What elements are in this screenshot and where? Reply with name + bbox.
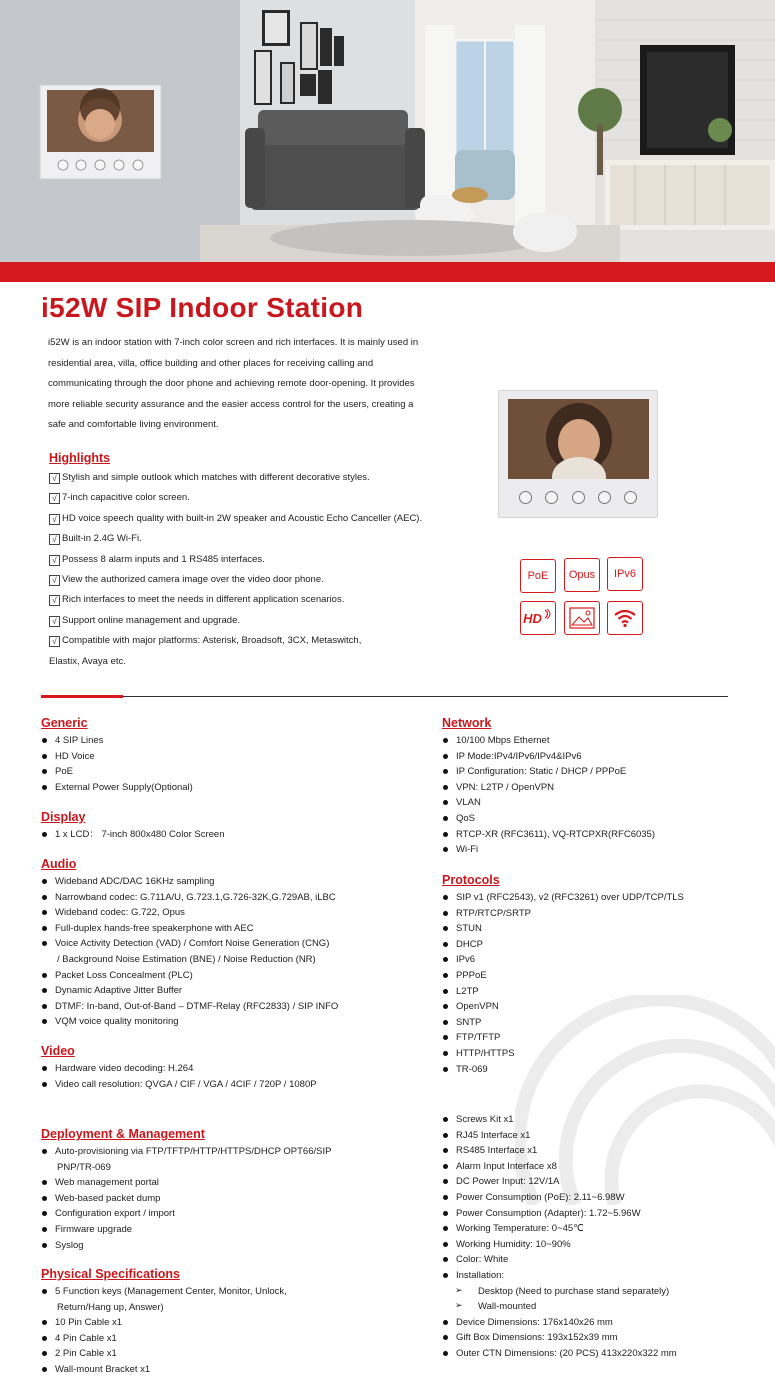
list-item: Video call resolution: QVGA / CIF / VGA / 4CIF / 720P / 1080P [41,1077,421,1093]
list-item: RJ45 Interface x1 [442,1128,762,1144]
list-item: Hardware video decoding: H.264 [41,1061,421,1077]
list-item: Device Dimensions: 176x140x26 mm [442,1315,762,1331]
highlight-item: √ 7-inch capacitive color screen. [49,488,439,508]
list-item: VQM voice quality monitoring [41,1014,421,1030]
highlight-item: √ Stylish and simple outlook which matches with different decorative styles. [49,468,439,488]
checkbox-icon: √ [49,534,60,545]
checkbox-icon: √ [49,616,60,627]
list-item: RTP/RTCP/SRTP [442,906,762,922]
device-function-keys [519,491,637,504]
highlights-heading: Highlights [49,451,111,465]
list-item: Outer CTN Dimensions: (20 PCS) 413x220x322 mm [442,1346,762,1362]
audio-section [41,856,421,1030]
list-item: Power Consumption (Adapter): 1.72~5.96W [442,1206,762,1222]
hero-banner-image [0,0,775,262]
checkbox-icon: √ [49,493,60,504]
list-item: Alarm Input Interface x8 [442,1159,762,1175]
list-item: PoE [41,764,421,780]
network-section [442,715,762,858]
highlights-list [49,468,439,672]
highlight-item-continuation: Elastix, Avaya etc. [49,655,126,667]
list-item-continuation: Return/Hang up, Answer) [57,1301,164,1313]
list-item: Web-based packet dump [41,1191,421,1207]
list-item: Working Humidity: 10~90% [442,1237,762,1253]
list-item: Voice Activity Detection (VAD) / Comfort Noise Generation (CNG) [41,936,421,952]
list-item: IPv6 [442,952,762,968]
list-item: Auto-provisioning via FTP/TFTP/HTTP/HTTPS/DHCP OPT66/SIP [41,1144,421,1160]
audio-heading: Audio [41,857,77,871]
list-item: QoS [442,811,762,827]
generic-heading: Generic [41,716,88,730]
list-item: 2 Pin Cable x1 [41,1346,421,1362]
list-item: Working Temperature: 0~45℃ [442,1221,762,1237]
list-item: Firmware upgrade [41,1222,421,1238]
list-item: IP Configuration: Static / DHCP / PPPoE [442,764,762,780]
list-item: Dynamic Adaptive Jitter Buffer [41,983,421,999]
list-item: 10 Pin Cable x1 [41,1315,421,1331]
list-item: DTMF: In-band, Out-of-Band – DTMF-Relay (RFC2833) / SIP INFO [41,999,421,1015]
list-item: Narrowband codec: G.711A/U, G.723.1,G.726-32K,G.729AB, iLBC [41,890,421,906]
list-item: Gift Box Dimensions: 193x152x39 mm [442,1330,762,1346]
list-item: Syslog [41,1238,421,1254]
section-divider-accent [41,695,123,698]
list-item: 4 SIP Lines [41,733,421,749]
display-heading: Display [41,810,86,824]
list-item: 5 Function keys (Management Center, Monitor, Unlock, [41,1284,421,1300]
function-key-icon [572,491,585,504]
living-room-illustration [0,0,775,262]
list-item: Wideband codec: G.722, Opus [41,905,421,921]
checkbox-icon: √ [49,636,60,647]
list-item: 1 x LCD： 7-inch 800x480 Color Screen [41,827,421,843]
highlight-item: √ HD voice speech quality with built-in 2W speaker and Acoustic Echo Canceller (AEC). [49,509,439,529]
sub-list-item: ➢ Desktop (Need to purchase stand separately) [442,1284,762,1300]
intro-paragraph: i52W is an indoor station with 7-inch color screen and rich interfaces. It is mainly used in residential area, villa, office building and other places for receiving calling and communicating through the door phone and achieving remote door-opening. It provides more reliable security assurance and the easier access control for the users, creating a safe and comfortable living environment. [48,337,419,430]
list-item: 10/100 Mbps Ethernet [442,733,762,749]
list-item: L2TP [442,984,762,1000]
list-item: Wideband ADC/DAC 16KHz sampling [41,874,421,890]
list-item: Packet Loss Concealment (PLC) [41,968,421,984]
list-item: Full-duplex hands-free speakerphone with AEC [41,921,421,937]
highlight-item: √ Rich interfaces to meet the needs in different application scenarios. [49,590,439,610]
generic-section [41,715,421,795]
list-item: RS485 Interface x1 [442,1143,762,1159]
list-item: STUN [442,921,762,937]
function-key-icon [598,491,611,504]
list-item: Wi-Fi [442,842,762,858]
image-icon [564,601,600,635]
checkbox-icon: √ [49,514,60,525]
device-screen [508,399,649,479]
checkbox-icon: √ [49,595,60,606]
sub-list-item: ➢ Wall-mounted [442,1299,762,1315]
list-item-continuation: / Background Noise Estimation (BNE) / Noise Reduction (NR) [57,953,316,965]
opus-badge: Opus [564,558,600,592]
checkbox-icon: √ [49,575,60,586]
function-key-icon [624,491,637,504]
list-item: VPN: L2TP / OpenVPN [442,780,762,796]
physical-heading: Physical Specifications [41,1267,180,1281]
deployment-section [41,1126,421,1253]
list-item: Installation: [442,1268,762,1284]
protocols-heading: Protocols [442,873,500,887]
physical-continued-section [442,1112,762,1362]
list-item: Wall-mount Bracket x1 [41,1362,421,1378]
physical-section [41,1266,421,1378]
list-item: External Power Supply(Optional) [41,780,421,796]
video-heading: Video [41,1044,75,1058]
ipv6-badge: IPv6 [607,557,643,591]
list-item: HD Voice [41,749,421,765]
protocols-section [442,872,762,1077]
highlight-item: √ Possess 8 alarm inputs and 1 RS485 interfaces. [49,550,439,570]
function-key-icon [519,491,532,504]
display-section [41,809,421,843]
checkbox-icon: √ [49,473,60,484]
list-item: DC Power Input: 12V/1A [442,1174,762,1190]
list-item: TR-069 [442,1062,762,1078]
highlight-item: √ Built-in 2.4G Wi-Fi. [49,529,439,549]
list-item: HTTP/HTTPS [442,1046,762,1062]
list-item: RTCP-XR (RFC3611), VQ-RTCPXR(RFC6035) [442,827,762,843]
list-item: Configuration export / import [41,1206,421,1222]
poe-badge: PoE [520,559,556,593]
list-item: IP Mode:IPv4/IPv6/IPv4&IPv6 [442,749,762,765]
list-item: SIP v1 (RFC2543), v2 (RFC3261) over UDP/TCP/TLS [442,890,762,906]
product-image [498,390,658,518]
section-divider [123,696,728,697]
list-item: SNTP [442,1015,762,1031]
highlight-item: √ Support online management and upgrade. [49,611,439,631]
list-item: DHCP [442,937,762,953]
highlight-item: √ Compatible with major platforms: Asterisk, Broadsoft, 3CX, Metaswitch, [49,631,439,651]
list-item: PPPoE [442,968,762,984]
hd-audio-icon: HD [520,601,556,635]
list-item: Screws Kit x1 [442,1112,762,1128]
page-title: i52W SIP Indoor Station [41,292,364,323]
list-item: Web management portal [41,1175,421,1191]
function-key-icon [545,491,558,504]
list-item: Color: White [442,1252,762,1268]
list-item: 4 Pin Cable x1 [41,1331,421,1347]
list-item: OpenVPN [442,999,762,1015]
list-item: VLAN [442,795,762,811]
video-section [41,1043,421,1092]
network-heading: Network [442,716,492,730]
checkbox-icon: √ [49,555,60,566]
deployment-heading: Deployment & Management [41,1127,205,1141]
list-item: FTP/TFTP [442,1030,762,1046]
red-banner-strip [0,262,775,282]
list-item: Power Consumption (PoE): 2.11~6.98W [442,1190,762,1206]
highlight-item: √ View the authorized camera image over the video door phone. [49,570,439,590]
wifi-icon [607,601,643,635]
list-item-continuation: PNP/TR-069 [57,1161,111,1173]
